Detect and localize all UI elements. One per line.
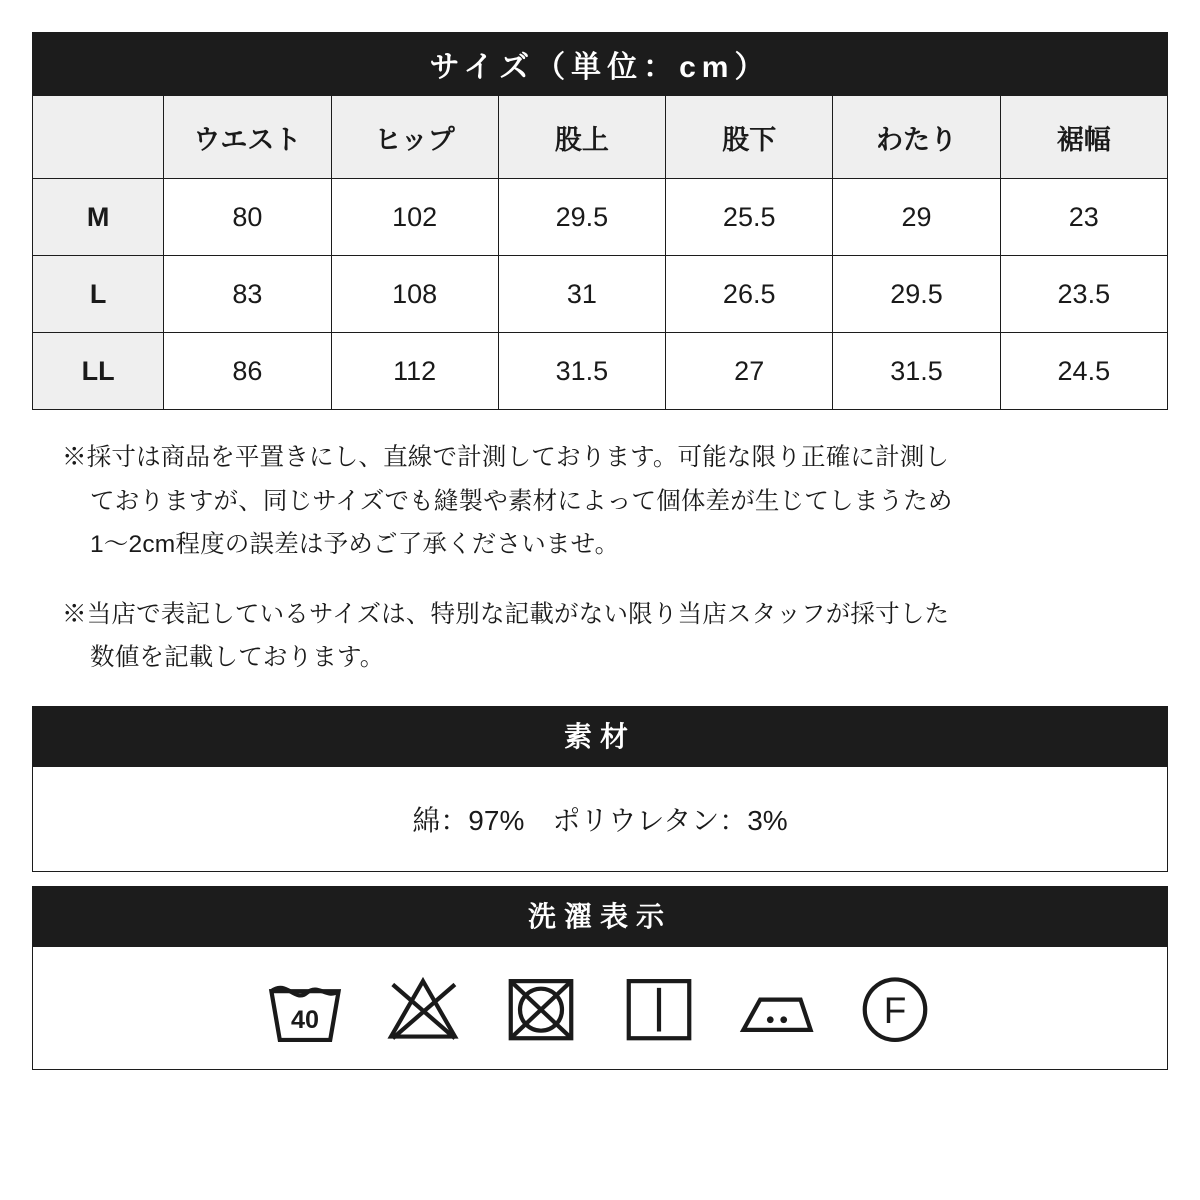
- note-staff-measured-line2: 数値を記載しております。: [90, 644, 385, 672]
- size-table: [32, 32, 1168, 410]
- iron-low-icon: [735, 966, 819, 1050]
- column-header-rise: 股上: [498, 96, 665, 179]
- size-table-header-row: [33, 96, 1168, 179]
- column-header-inseam: 股下: [666, 96, 833, 179]
- cell-m-hip: 102: [331, 179, 498, 256]
- cell-l-waist: 83: [164, 256, 331, 333]
- size-table-corner-cell: [33, 96, 164, 179]
- measurement-notes: [32, 436, 1168, 680]
- cell-l-inseam: 26.5: [666, 256, 833, 333]
- material-section-title: 素材: [33, 707, 1167, 767]
- cell-ll-thigh: 31.5: [833, 333, 1000, 410]
- no-bleach-icon: [381, 966, 465, 1050]
- size-table-title: サイズ（単位：cm）: [33, 33, 1168, 96]
- cell-ll-waist: 86: [164, 333, 331, 410]
- table-row: [33, 179, 1168, 256]
- drip-dry-hang-icon: [617, 966, 701, 1050]
- cell-m-thigh: 29: [833, 179, 1000, 256]
- no-tumble-dry-icon: [499, 966, 583, 1050]
- cell-m-rise: 29.5: [498, 179, 665, 256]
- cell-ll-hem: 24.5: [1000, 333, 1167, 410]
- row-header-size-l: L: [33, 256, 164, 333]
- care-section-title: 洗濯表示: [33, 887, 1167, 947]
- dry-clean-f-icon: [853, 966, 937, 1050]
- table-row: [33, 256, 1168, 333]
- wash-40-icon: [263, 966, 347, 1050]
- material-section-body: [33, 767, 1167, 871]
- row-header-size-m: M: [33, 179, 164, 256]
- note-measurement-line1: ※採寸は商品を平置きにし、直線で計測しております。可能な限り正確に計測し: [62, 444, 950, 471]
- care-section: [32, 886, 1168, 1070]
- care-icons-row: [33, 947, 1167, 1069]
- material-section: [32, 706, 1168, 872]
- cell-m-hem: 23: [1000, 179, 1167, 256]
- note-staff-measured-line1: ※当店で表記しているサイズは、特別な記載がない限り当店スタッフが採寸した: [62, 600, 950, 628]
- row-header-size-ll: LL: [33, 333, 164, 410]
- cell-ll-hip: 112: [331, 333, 498, 410]
- dry-clean-letter-label: F: [883, 990, 907, 1032]
- table-row: [33, 333, 1168, 410]
- column-header-hip: ヒップ: [331, 96, 498, 179]
- cell-ll-rise: 31.5: [498, 333, 665, 410]
- cell-l-hip: 108: [331, 256, 498, 333]
- note-measurement-line3: 1〜2cm程度の誤差は予めご了承くださいませ。: [90, 531, 620, 559]
- note-measurement: [62, 436, 1148, 567]
- wash-temperature-label: 40: [290, 1006, 320, 1035]
- cell-l-hem: 23.5: [1000, 256, 1167, 333]
- column-header-thigh: わたり: [833, 96, 1000, 179]
- cell-ll-inseam: 27: [666, 333, 833, 410]
- column-header-waist: ウエスト: [164, 96, 331, 179]
- size-table-title-row: [33, 33, 1168, 96]
- cell-m-waist: 80: [164, 179, 331, 256]
- note-staff-measured: [62, 593, 1148, 680]
- cell-l-thigh: 29.5: [833, 256, 1000, 333]
- note-measurement-line2: ておりますが、同じサイズでも縫製や素材によって個体差が生じてしまうため: [90, 487, 953, 515]
- column-header-hem-width: 裾幅: [1000, 96, 1167, 179]
- cell-l-rise: 31: [498, 256, 665, 333]
- material-text: 綿：97% ポリウレタン：3%: [412, 805, 788, 837]
- cell-m-inseam: 25.5: [666, 179, 833, 256]
